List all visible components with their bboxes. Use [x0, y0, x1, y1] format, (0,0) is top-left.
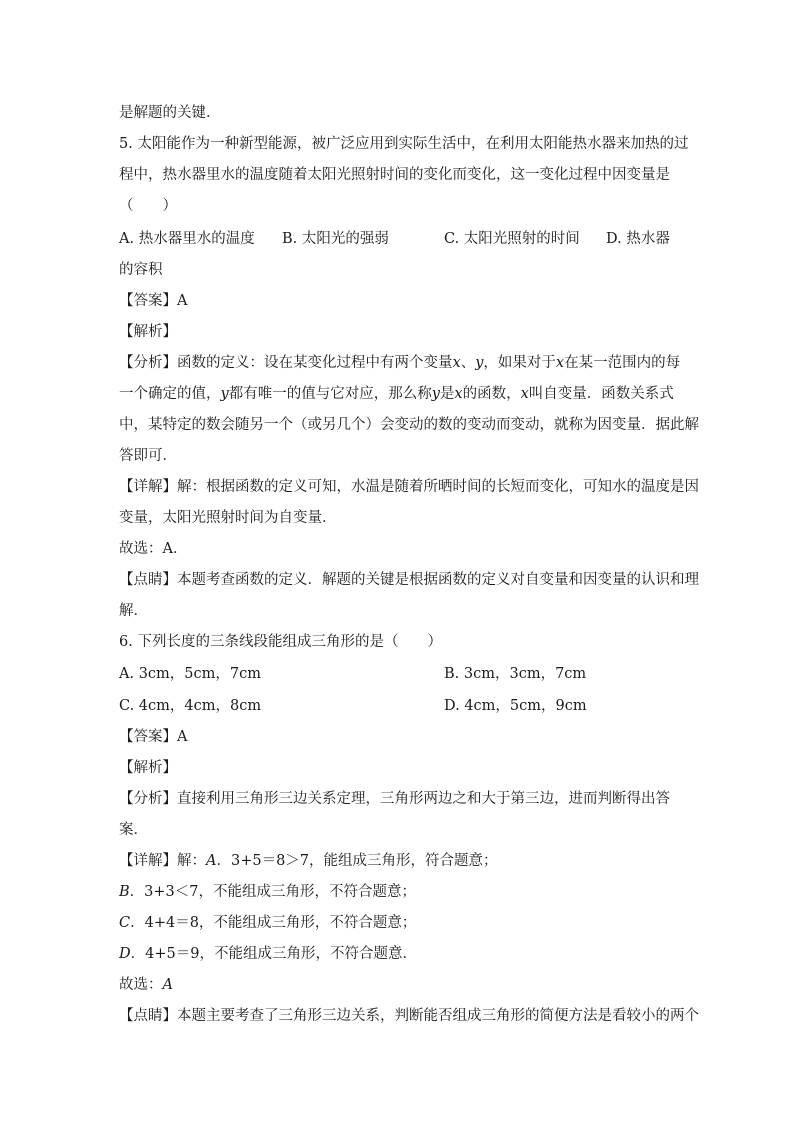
analysis-line: 一个确定的值，y都有唯一的值与它对应，那么称y是x的函数，x叫自变量．函数关系式: [119, 386, 674, 402]
answer-label: 【答案】A: [119, 293, 188, 309]
detail-line: D．4+5＝9，不能组成三角形，不符合题意．: [119, 946, 417, 962]
question-5-option-c: C. 太阳光照射的时间: [444, 231, 580, 247]
analysis-line: 案．: [119, 822, 148, 838]
question-6-stem: 6. 下列长度的三条线段能组成三角形的是（ ）: [119, 634, 442, 650]
analysis-line: 【分析】函数的定义：设在某变化过程中有两个变量x、y，如果对于x在某一范围内的每: [119, 355, 681, 371]
text-line: 程中，热水器里水的温度随着太阳光照射时间的变化而变化，这一变化过程中因变量是: [119, 167, 670, 183]
detail-line: B．3+3＜7，不能组成三角形，不符合题意；: [119, 884, 416, 900]
question-5-stem: 5. 太阳能作为一种新型能源，被广泛应用到实际生活中，在利用太阳能热水器来加热的过: [119, 136, 689, 152]
question-5-option-b: B. 太阳光的强弱: [282, 231, 389, 247]
detail-line: 变量，太阳光照射时间为自变量．: [119, 510, 337, 526]
comment-line: 【点睛】本题主要考查了三角形三边关系，判断能否组成三角形的简便方法是看较小的两个: [119, 1008, 699, 1024]
detail-line: 【详解】解：A．3+5＝8＞7，能组成三角形，符合题意；: [119, 853, 498, 869]
answer-bracket: （ ）: [119, 198, 177, 214]
analysis-line: 中，某特定的数会随另一个（或另几个）会变动的数的变动而变动，就称为因变量．据此解: [119, 417, 699, 433]
analysis-line: 【分析】直接利用三角形三边关系定理，三角形两边之和大于第三边，进而判断得出答: [119, 791, 670, 807]
detail-line: 【详解】解：根据函数的定义可知，水温是随着所晒时间的长短而变化，可知水的温度是因: [119, 479, 699, 495]
choice-line: 故选：A．: [119, 541, 188, 557]
analysis-label: 【解析】: [119, 760, 177, 776]
detail-line: C．4+4＝8，不能组成三角形，不符合题意；: [119, 915, 417, 931]
choice-line: 故选：A: [119, 977, 173, 993]
comment-line: 解．: [119, 603, 148, 619]
question-6-option-d: D. 4cm，5cm，9cm: [444, 698, 587, 714]
question-5-option-a: A. 热水器里水的温度: [119, 231, 255, 247]
question-6-option-c: C. 4cm，4cm，8cm: [119, 698, 262, 714]
question-6-option-b: B. 3cm，3cm，7cm: [444, 666, 587, 682]
text-line: 的容积: [119, 262, 163, 278]
text-line: 是解题的关键．: [119, 105, 221, 121]
question-6-option-a: A. 3cm，5cm，7cm: [119, 666, 261, 682]
comment-line: 【点睛】本题考查函数的定义．解题的关键是根据函数的定义对自变量和因变量的认识和理: [119, 572, 699, 588]
analysis-line: 答即可．: [119, 448, 177, 464]
answer-label: 【答案】A: [119, 729, 188, 745]
question-5-option-d: D. 热水器: [606, 231, 670, 247]
analysis-label: 【解析】: [119, 324, 177, 340]
